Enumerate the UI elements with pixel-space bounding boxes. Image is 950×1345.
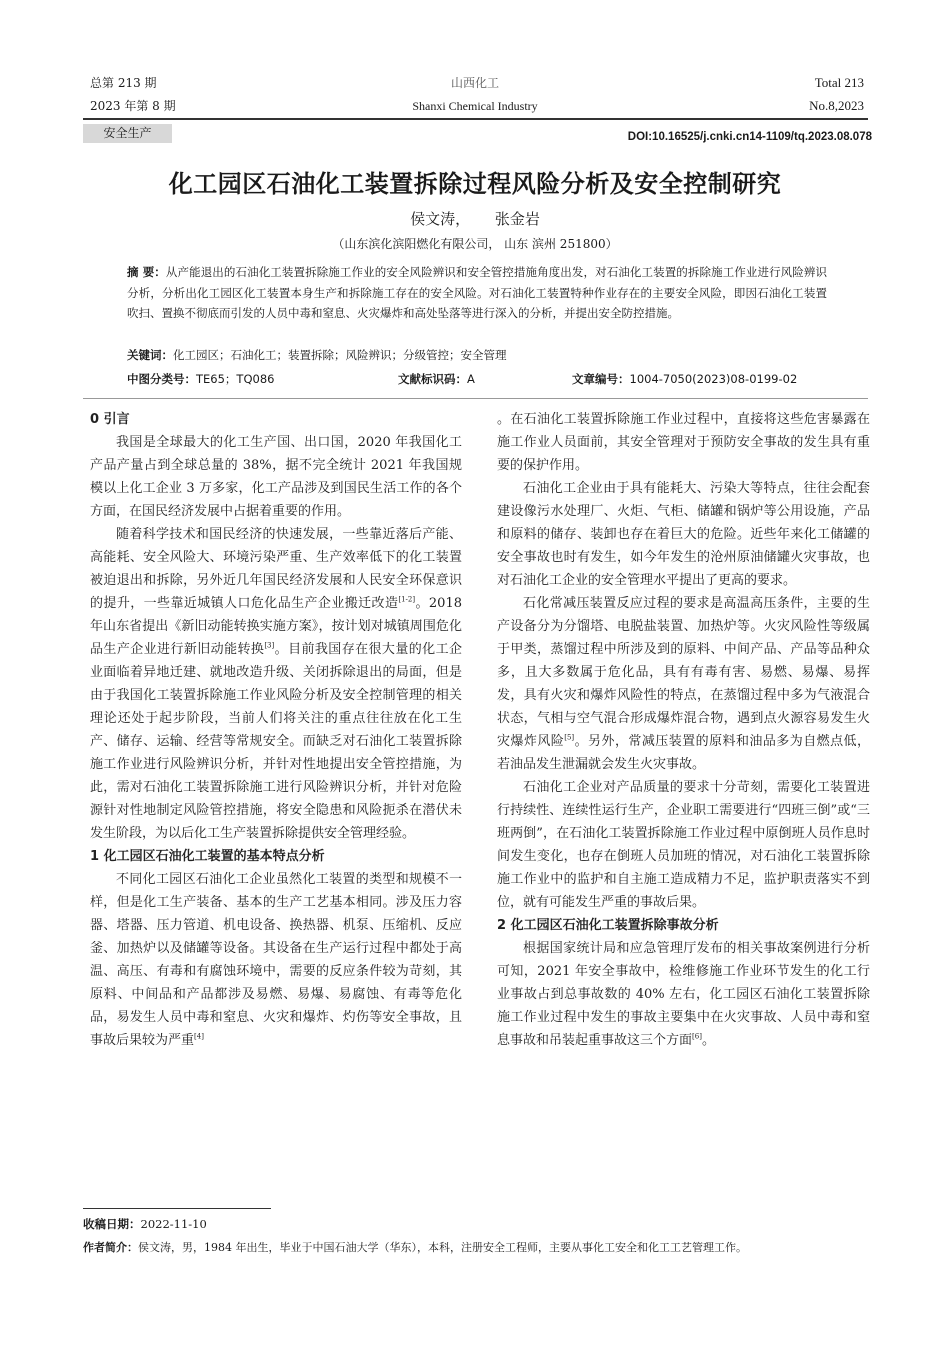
abstract <box>127 262 827 324</box>
paragraph: 不同化工园区石油化工企业虽然化工装置的类型和规模不一样，但是化工生产装备、基本的生产工艺基本相同。涉及压力容器、塔器、压力管道、机电设备、换热器、机泵、压缩机、反应釜、加热炉以及储罐等设备。其设备在生产运行过程中都处于高温、高压、有毒和有腐蚀环境中，需要的反应条件较为苛刻，其原料、中间品和产品都涉及易燃、易爆、易腐蚀、有毒等危化品，易发生人员中毒和窒息、火灾和爆炸、灼伤等安全事故，且事故后果较为严重[4] <box>90 872 462 1048</box>
paragraph-continued: 。在石油化工装置拆除施工作业过程中，直接将这些危害暴露在施工作业人员面前，其安全管理对于预防安全事故的发生具有重要的保护作用。 <box>497 412 870 473</box>
section-2-heading: 2 化工园区石油化工装置拆除事故分析 <box>497 918 719 933</box>
paragraph: 根据国家统计局和应急管理厅发布的相关事故案例进行分析可知，2021 年安全事故中，检维修施工作业环节发生的化工行业事故占到总事故数的 40% 左右，化工园区石油化工装置拆除施工作业过程中发生的事故主要集中在火灾事故、人员中毒和窒息事故和吊装起重事故这三个方面[6]。 <box>497 941 870 1048</box>
abstract-rule <box>83 398 868 399</box>
doi[interactable]: DOI:10.16525/j.cnki.cn14-1109/tq.2023.08.078 <box>627 131 872 143</box>
affiliation: （山东滨化滨阳燃化有限公司， 山东 滨州 251800） <box>332 237 618 251</box>
keywords <box>127 346 827 364</box>
article-no-label: 文章编号： <box>572 372 630 386</box>
document-code <box>398 370 475 388</box>
received-label: 收稿日期： <box>83 1217 141 1231</box>
issue-number-en: No.8,2023 <box>809 98 864 113</box>
paragraph: 随着科学技术和国民经济的快速发展，一些靠近落后产能、高能耗、安全风险大、环境污染严重、生产效率低下的化工装置被迫退出和拆除，另外近几年国民经济发展和人民安全环保意识的提升，一些靠近城镇人口危化品生产企业搬迁改造[1-2]。2018 年山东省提出《新旧动能转换实施方案》，按计划对城镇周围危化品生产企业进行新旧动能转换[3]。目前我国存在很大量的化工企业面临着异地迁建、就地改造升级、关闭拆除退出的局面，但是由于我国化工装置拆除施工作业风险分析及安全控制管理的相关理论还处于起步阶段，当前人们将关注的重点往往放在化工生产、储存、运输、经营等常规安全。而缺乏对石油化工装置拆除施工作业进行风险辨识分析，并针对性地提出安全管控措施，为此，需对石油化工装置拆除施工进行风险辨识分析，并针对危险源针对性地制定风险管控措施，将安全隐患和风险扼杀在潜伏未发生阶段，为以后化工生产装置拆除提供安全管理经验。 <box>90 527 462 841</box>
doc-code-value: A <box>467 372 475 386</box>
authors: 侯文涛， 张金岩 <box>410 210 540 228</box>
keywords-text: 化工园区；石油化工；装置拆除；风险辨识；分级管控；安全管理 <box>173 348 507 362</box>
footnote-rule <box>83 1208 271 1209</box>
abstract-text: 从产能退出的石油化工装置拆除施工作业的安全风险辨识和安全管控措施角度出发，对石油化工装置的拆除施工作业进行风险辨识分析，分析出化工园区化工装置本身生产和拆除施工存在的安全风险。对石油化工装置特种作业存在的主要安全风险，即因石油化工装置吹扫、置换不彻底而引发的人员中毒和窒息、火灾爆炸和高处坠落等进行深入的分析，并提出安全防控措施。 <box>127 265 827 320</box>
citation[interactable]: [4] <box>194 1032 204 1041</box>
citation[interactable]: [3] <box>264 641 275 650</box>
citation[interactable]: [1-2] <box>398 595 416 604</box>
journal-name-cn: 山西化工 <box>450 76 499 90</box>
paragraph: 石化常减压装置反应过程的要求是高温高压条件，主要的生产设备分为分馏塔、电脱盐装置、加热炉等。火灾风险性等级属于甲类，蒸馏过程中所涉及到的原料、中间产品、产品等品种众多，且大多数属于危化品，具有有毒有害、易燃、易爆、易挥发，具有火灾和爆炸风险性的特点，在蒸馏过程中多为气液混合状态，气相与空气混合形成爆炸混合物，遇到点火源容易发生火灾爆炸风险[5]。另外，常减压装置的原料和油品多为自燃点低，若油品发生泄漏就会发生火灾事故。 <box>497 596 870 772</box>
section-0-heading: 0 引言 <box>90 412 130 427</box>
doc-code-label: 文献标识码： <box>398 372 467 386</box>
section-tag: 安全生产 <box>83 124 172 143</box>
paragraph: 石油化工企业由于具有能耗大、污染大等特点，往往会配套建设像污水处理厂、火炬、气柜、储罐和锅炉等公用设施，产品和原料的储存、装卸也存在着巨大的危险。近些年来化工储罐的安全事故也时有发生，如今年发生的沧州原油储罐火灾事故，也对石油化工企业的安全管理水平提出了更高的要求。 <box>497 481 870 588</box>
issue-total-cn: 总第 213 期 <box>90 76 157 90</box>
received-value: 2022-11-10 <box>140 1217 207 1231</box>
bio-label: 作者简介： <box>83 1241 138 1254</box>
received-date <box>83 1216 207 1232</box>
issue-number-cn: 2023 年第 8 期 <box>90 99 176 113</box>
issue-total-en: Total 213 <box>814 75 864 90</box>
paragraph: 我国是全球最大的化工生产国、出口国，2020 年我国化工产品产量占到全球总量的 38%，据不完全统计 2021 年我国规模以上化工企业 3 万多家，化工产品涉及到国民生活工作的各个方面，在国民经济发展中占据着重要的作用。 <box>90 435 462 519</box>
header-rule <box>83 118 868 120</box>
author-bio <box>83 1240 747 1256</box>
citation[interactable]: [5] <box>564 733 575 742</box>
article-title: 化工园区石油化工装置拆除过程风险分析及安全控制研究 <box>168 170 782 198</box>
body-column-left <box>90 408 462 1052</box>
paragraph: 石油化工企业对产品质量的要求十分苛刻，需要化工装置进行持续性、连续性运行生产，企业职工需要进行“四班三倒”或“三班两倒”，在石油化工装置拆除施工作业过程中原倒班人员作息时间发生变化，也存在倒班人员加班的情况，对石油化工装置拆除施工作业中的监护和自主施工造成精力不足，监护职责落实不到位，就有可能发生严重的事故后果。 <box>497 780 870 910</box>
abstract-label: 摘 要： <box>127 265 166 279</box>
clc-number <box>127 370 274 388</box>
article-number <box>572 370 797 388</box>
clc-label: 中图分类号： <box>127 372 196 386</box>
body-column-right <box>497 408 870 1052</box>
citation[interactable]: [6] <box>692 1032 702 1041</box>
article-no-value: 1004-7050(2023)08-0199-02 <box>629 372 798 386</box>
section-1-heading: 1 化工园区石油化工装置的基本特点分析 <box>90 849 325 864</box>
keywords-label: 关键词： <box>127 348 173 362</box>
bio-text: 侯文涛，男，1984 年出生，毕业于中国石油大学（华东），本科，注册安全工程师，主要从事化工安全和化工工艺管理工作。 <box>138 1241 747 1254</box>
clc-value: TE65；TQ086 <box>196 372 275 386</box>
journal-name-en: Shanxi Chemical Industry <box>412 99 538 113</box>
